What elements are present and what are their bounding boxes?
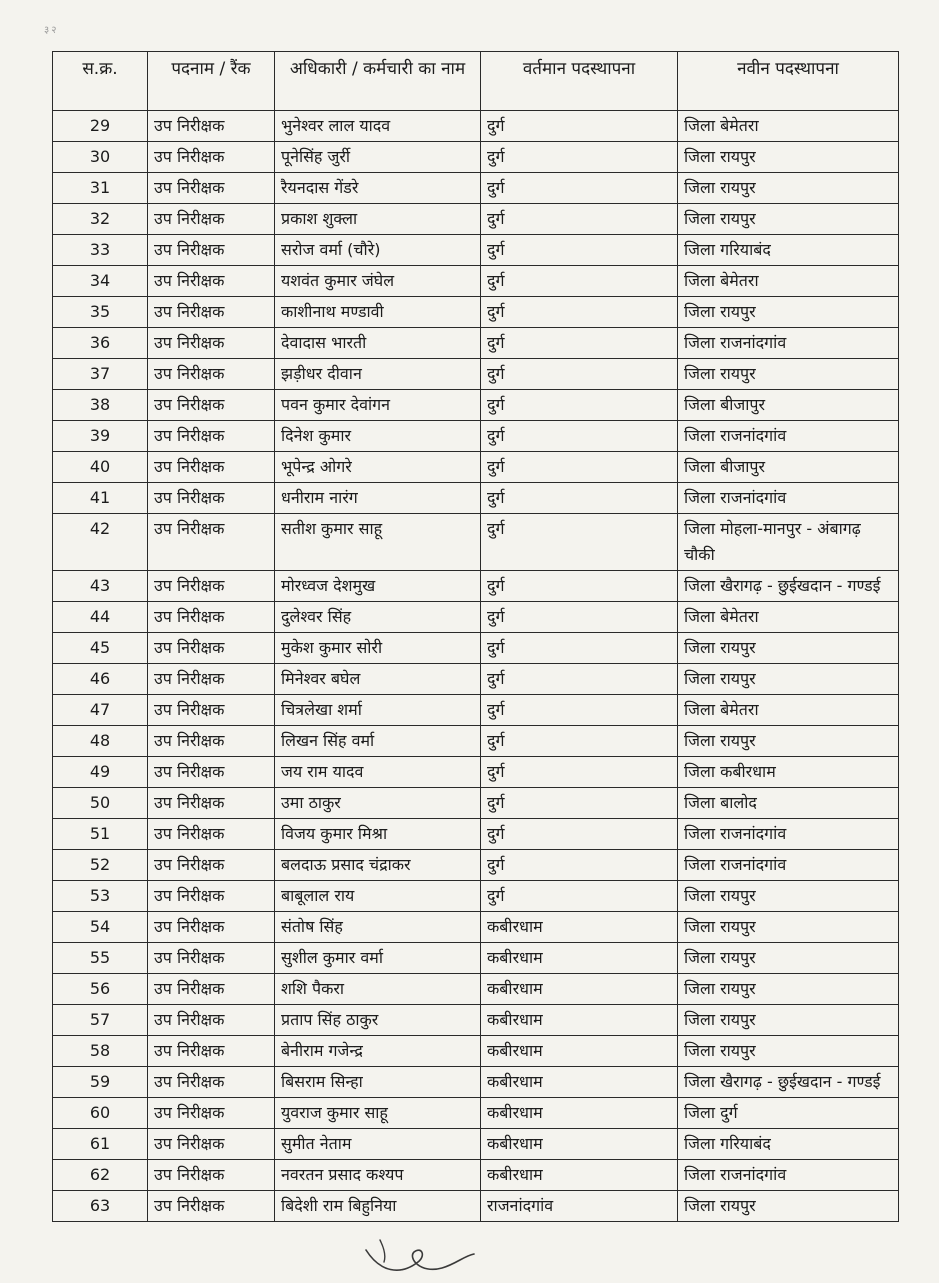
- cell-current-posting: कबीरधाम: [481, 1129, 678, 1160]
- cell-current-posting: दुर्ग: [481, 204, 678, 235]
- table-row: [53, 819, 899, 850]
- cell-current-posting: कबीरधाम: [481, 974, 678, 1005]
- cell-rank: उप निरीक्षक: [148, 1191, 275, 1222]
- cell-rank: उप निरीक्षक: [148, 173, 275, 204]
- cell-serial: 33: [53, 235, 148, 266]
- cell-current-posting: दुर्ग: [481, 359, 678, 390]
- cell-current-posting: दुर्ग: [481, 483, 678, 514]
- table-row: [53, 1098, 899, 1129]
- table-row: [53, 173, 899, 204]
- cell-current-posting: दुर्ग: [481, 111, 678, 142]
- cell-new-posting: जिला रायपुर: [678, 633, 899, 664]
- cell-new-posting: जिला गरियाबंद: [678, 235, 899, 266]
- cell-new-posting: जिला बीजापुर: [678, 390, 899, 421]
- cell-name: युवराज कुमार साहू: [275, 1098, 481, 1129]
- cell-current-posting: कबीरधाम: [481, 1160, 678, 1191]
- table-row: [53, 788, 899, 819]
- cell-current-posting: कबीरधाम: [481, 943, 678, 974]
- table-header-row: [53, 52, 899, 111]
- cell-rank: उप निरीक्षक: [148, 571, 275, 602]
- cell-new-posting: जिला बेमेतरा: [678, 602, 899, 633]
- cell-name: जय राम यादव: [275, 757, 481, 788]
- cell-rank: उप निरीक्षक: [148, 1098, 275, 1129]
- cell-serial: 30: [53, 142, 148, 173]
- cell-rank: उप निरीक्षक: [148, 633, 275, 664]
- cell-name: सतीश कुमार साहू: [275, 514, 481, 571]
- cell-current-posting: दुर्ग: [481, 664, 678, 695]
- cell-name: उमा ठाकुर: [275, 788, 481, 819]
- table-row: [53, 571, 899, 602]
- cell-rank: उप निरीक्षक: [148, 142, 275, 173]
- cell-new-posting: जिला रायपुर: [678, 912, 899, 943]
- header-serial: स.क्र.: [53, 52, 148, 111]
- table-row: [53, 483, 899, 514]
- cell-serial: 60: [53, 1098, 148, 1129]
- cell-rank: उप निरीक्षक: [148, 788, 275, 819]
- cell-current-posting: राजनांदगांव: [481, 1191, 678, 1222]
- cell-current-posting: दुर्ग: [481, 850, 678, 881]
- table-row: [53, 297, 899, 328]
- cell-rank: उप निरीक्षक: [148, 483, 275, 514]
- cell-new-posting: जिला रायपुर: [678, 1005, 899, 1036]
- table-row: [53, 421, 899, 452]
- cell-serial: 32: [53, 204, 148, 235]
- cell-new-posting: जिला रायपुर: [678, 204, 899, 235]
- table-row: [53, 881, 899, 912]
- cell-current-posting: दुर्ग: [481, 142, 678, 173]
- table-row: [53, 1191, 899, 1222]
- cell-serial: 63: [53, 1191, 148, 1222]
- cell-rank: उप निरीक्षक: [148, 266, 275, 297]
- table-row: [53, 850, 899, 881]
- cell-new-posting: जिला राजनांदगांव: [678, 421, 899, 452]
- cell-rank: उप निरीक्षक: [148, 1160, 275, 1191]
- cell-name: प्रकाश शुक्ला: [275, 204, 481, 235]
- cell-name: चित्रलेखा शर्मा: [275, 695, 481, 726]
- cell-serial: 44: [53, 602, 148, 633]
- cell-serial: 45: [53, 633, 148, 664]
- table-row: [53, 726, 899, 757]
- cell-new-posting: जिला रायपुर: [678, 297, 899, 328]
- cell-current-posting: दुर्ग: [481, 235, 678, 266]
- table-row: [53, 1067, 899, 1098]
- cell-current-posting: कबीरधाम: [481, 1098, 678, 1129]
- cell-name: सरोज वर्मा (चौरे): [275, 235, 481, 266]
- cell-current-posting: दुर्ग: [481, 328, 678, 359]
- cell-serial: 58: [53, 1036, 148, 1067]
- cell-new-posting: जिला रायपुर: [678, 142, 899, 173]
- table-body: [53, 111, 899, 1222]
- table-row: [53, 204, 899, 235]
- table-row: [53, 633, 899, 664]
- cell-name: विजय कुमार मिश्रा: [275, 819, 481, 850]
- cell-new-posting: जिला रायपुर: [678, 1191, 899, 1222]
- table-row: [53, 943, 899, 974]
- cell-current-posting: दुर्ग: [481, 452, 678, 483]
- cell-new-posting: जिला मोहला-मानपुर - अंबागढ़ चौकी: [678, 514, 899, 571]
- cell-serial: 40: [53, 452, 148, 483]
- cell-new-posting: जिला रायपुर: [678, 359, 899, 390]
- cell-serial: 61: [53, 1129, 148, 1160]
- cell-serial: 37: [53, 359, 148, 390]
- cell-serial: 35: [53, 297, 148, 328]
- cell-serial: 56: [53, 974, 148, 1005]
- cell-rank: उप निरीक्षक: [148, 974, 275, 1005]
- cell-current-posting: कबीरधाम: [481, 1036, 678, 1067]
- table-row: [53, 1036, 899, 1067]
- cell-rank: उप निरीक्षक: [148, 452, 275, 483]
- cell-serial: 54: [53, 912, 148, 943]
- cell-current-posting: कबीरधाम: [481, 1005, 678, 1036]
- cell-name: मोरध्वज देशमुख: [275, 571, 481, 602]
- cell-rank: उप निरीक्षक: [148, 819, 275, 850]
- cell-serial: 62: [53, 1160, 148, 1191]
- cell-rank: उप निरीक्षक: [148, 297, 275, 328]
- cell-rank: उप निरीक्षक: [148, 235, 275, 266]
- header-new-posting: नवीन पदस्थापना: [678, 52, 899, 111]
- cell-serial: 43: [53, 571, 148, 602]
- table-row: [53, 266, 899, 297]
- cell-current-posting: दुर्ग: [481, 173, 678, 204]
- cell-current-posting: दुर्ग: [481, 514, 678, 571]
- cell-name: यशवंत कुमार जंघेल: [275, 266, 481, 297]
- cell-name: झड़ीधर दीवान: [275, 359, 481, 390]
- cell-current-posting: दुर्ग: [481, 819, 678, 850]
- cell-name: पूनेसिंह जुर्री: [275, 142, 481, 173]
- table-row: [53, 328, 899, 359]
- cell-new-posting: जिला कबीरधाम: [678, 757, 899, 788]
- cell-serial: 34: [53, 266, 148, 297]
- cell-serial: 39: [53, 421, 148, 452]
- cell-serial: 53: [53, 881, 148, 912]
- cell-current-posting: दुर्ग: [481, 757, 678, 788]
- cell-new-posting: जिला बेमेतरा: [678, 695, 899, 726]
- cell-new-posting: जिला बालोद: [678, 788, 899, 819]
- cell-name: बाबूलाल राय: [275, 881, 481, 912]
- cell-current-posting: दुर्ग: [481, 695, 678, 726]
- table-row: [53, 664, 899, 695]
- cell-serial: 29: [53, 111, 148, 142]
- cell-current-posting: दुर्ग: [481, 421, 678, 452]
- cell-new-posting: जिला गरियाबंद: [678, 1129, 899, 1160]
- cell-current-posting: दुर्ग: [481, 726, 678, 757]
- cell-rank: उप निरीक्षक: [148, 850, 275, 881]
- cell-rank: उप निरीक्षक: [148, 1129, 275, 1160]
- cell-new-posting: जिला राजनांदगांव: [678, 819, 899, 850]
- cell-new-posting: जिला बेमेतरा: [678, 266, 899, 297]
- cell-serial: 42: [53, 514, 148, 571]
- cell-current-posting: दुर्ग: [481, 390, 678, 421]
- table-row: [53, 235, 899, 266]
- table-row: [53, 1129, 899, 1160]
- cell-current-posting: दुर्ग: [481, 297, 678, 328]
- cell-current-posting: दुर्ग: [481, 633, 678, 664]
- cell-new-posting: जिला खैरागढ़ - छुईखदान - गण्डई: [678, 1067, 899, 1098]
- table-row: [53, 142, 899, 173]
- table-row: [53, 111, 899, 142]
- table-row: [53, 757, 899, 788]
- header-rank: पदनाम / रैंक: [148, 52, 275, 111]
- cell-serial: 50: [53, 788, 148, 819]
- cell-rank: उप निरीक्षक: [148, 421, 275, 452]
- cell-rank: उप निरीक्षक: [148, 359, 275, 390]
- cell-name: धनीराम नारंग: [275, 483, 481, 514]
- transfer-table: [52, 51, 899, 1222]
- cell-name: भूपेन्द्र ओगरे: [275, 452, 481, 483]
- table-row: [53, 514, 899, 571]
- cell-name: संतोष सिंह: [275, 912, 481, 943]
- signature-scribble: [360, 1232, 480, 1280]
- header-current-posting: वर्तमान पदस्थापना: [481, 52, 678, 111]
- cell-rank: उप निरीक्षक: [148, 1067, 275, 1098]
- cell-name: काशीनाथ मण्डावी: [275, 297, 481, 328]
- cell-current-posting: कबीरधाम: [481, 912, 678, 943]
- cell-rank: उप निरीक्षक: [148, 1005, 275, 1036]
- cell-name: रैयनदास गेंडरे: [275, 173, 481, 204]
- cell-name: प्रताप सिंह ठाकुर: [275, 1005, 481, 1036]
- table-row: [53, 912, 899, 943]
- cell-name: बिसराम सिन्हा: [275, 1067, 481, 1098]
- cell-rank: उप निरीक्षक: [148, 757, 275, 788]
- cell-serial: 31: [53, 173, 148, 204]
- cell-name: बिदेशी राम बिहुनिया: [275, 1191, 481, 1222]
- cell-serial: 38: [53, 390, 148, 421]
- cell-rank: उप निरीक्षक: [148, 1036, 275, 1067]
- cell-current-posting: दुर्ग: [481, 266, 678, 297]
- cell-new-posting: जिला खैरागढ़ - छुईखदान - गण्डई: [678, 571, 899, 602]
- cell-new-posting: जिला रायपुर: [678, 664, 899, 695]
- cell-serial: 57: [53, 1005, 148, 1036]
- cell-new-posting: जिला दुर्ग: [678, 1098, 899, 1129]
- cell-name: भुनेश्वर लाल यादव: [275, 111, 481, 142]
- page-mark: ३२: [44, 25, 59, 36]
- cell-serial: 46: [53, 664, 148, 695]
- cell-new-posting: जिला राजनांदगांव: [678, 850, 899, 881]
- cell-current-posting: कबीरधाम: [481, 1067, 678, 1098]
- cell-serial: 36: [53, 328, 148, 359]
- cell-rank: उप निरीक्षक: [148, 664, 275, 695]
- cell-serial: 52: [53, 850, 148, 881]
- table-row: [53, 390, 899, 421]
- cell-current-posting: दुर्ग: [481, 788, 678, 819]
- cell-current-posting: दुर्ग: [481, 571, 678, 602]
- cell-name: बलदाऊ प्रसाद चंद्राकर: [275, 850, 481, 881]
- cell-new-posting: जिला रायपुर: [678, 173, 899, 204]
- table-row: [53, 359, 899, 390]
- cell-new-posting: जिला बेमेतरा: [678, 111, 899, 142]
- cell-rank: उप निरीक्षक: [148, 943, 275, 974]
- cell-current-posting: दुर्ग: [481, 881, 678, 912]
- cell-rank: उप निरीक्षक: [148, 726, 275, 757]
- header-name: अधिकारी / कर्मचारी का नाम: [275, 52, 481, 111]
- cell-name: शशि पैकरा: [275, 974, 481, 1005]
- cell-name: मुकेश कुमार सोरी: [275, 633, 481, 664]
- cell-name: देवादास भारती: [275, 328, 481, 359]
- cell-name: सुशील कुमार वर्मा: [275, 943, 481, 974]
- cell-new-posting: जिला राजनांदगांव: [678, 483, 899, 514]
- cell-new-posting: जिला रायपुर: [678, 881, 899, 912]
- cell-name: दिनेश कुमार: [275, 421, 481, 452]
- cell-rank: उप निरीक्षक: [148, 695, 275, 726]
- cell-rank: उप निरीक्षक: [148, 390, 275, 421]
- cell-serial: 55: [53, 943, 148, 974]
- cell-name: बेनीराम गजेन्द्र: [275, 1036, 481, 1067]
- cell-serial: 49: [53, 757, 148, 788]
- table-row: [53, 974, 899, 1005]
- cell-new-posting: जिला रायपुर: [678, 974, 899, 1005]
- cell-rank: उप निरीक्षक: [148, 204, 275, 235]
- cell-rank: उप निरीक्षक: [148, 912, 275, 943]
- cell-new-posting: जिला रायपुर: [678, 1036, 899, 1067]
- cell-rank: उप निरीक्षक: [148, 111, 275, 142]
- cell-new-posting: जिला बीजापुर: [678, 452, 899, 483]
- cell-new-posting: जिला राजनांदगांव: [678, 328, 899, 359]
- cell-name: पवन कुमार देवांगन: [275, 390, 481, 421]
- cell-rank: उप निरीक्षक: [148, 602, 275, 633]
- table-row: [53, 602, 899, 633]
- cell-name: लिखन सिंह वर्मा: [275, 726, 481, 757]
- table-row: [53, 1005, 899, 1036]
- cell-current-posting: दुर्ग: [481, 602, 678, 633]
- cell-name: मिनेश्वर बघेल: [275, 664, 481, 695]
- cell-serial: 51: [53, 819, 148, 850]
- table-row: [53, 1160, 899, 1191]
- cell-serial: 48: [53, 726, 148, 757]
- cell-serial: 59: [53, 1067, 148, 1098]
- cell-rank: उप निरीक्षक: [148, 328, 275, 359]
- cell-serial: 41: [53, 483, 148, 514]
- cell-new-posting: जिला रायपुर: [678, 943, 899, 974]
- cell-name: नवरतन प्रसाद कश्यप: [275, 1160, 481, 1191]
- cell-name: सुमीत नेताम: [275, 1129, 481, 1160]
- cell-new-posting: जिला रायपुर: [678, 726, 899, 757]
- cell-serial: 47: [53, 695, 148, 726]
- cell-new-posting: जिला राजनांदगांव: [678, 1160, 899, 1191]
- cell-rank: उप निरीक्षक: [148, 881, 275, 912]
- cell-rank: उप निरीक्षक: [148, 514, 275, 571]
- cell-name: दुलेश्वर सिंह: [275, 602, 481, 633]
- table-row: [53, 695, 899, 726]
- table-row: [53, 452, 899, 483]
